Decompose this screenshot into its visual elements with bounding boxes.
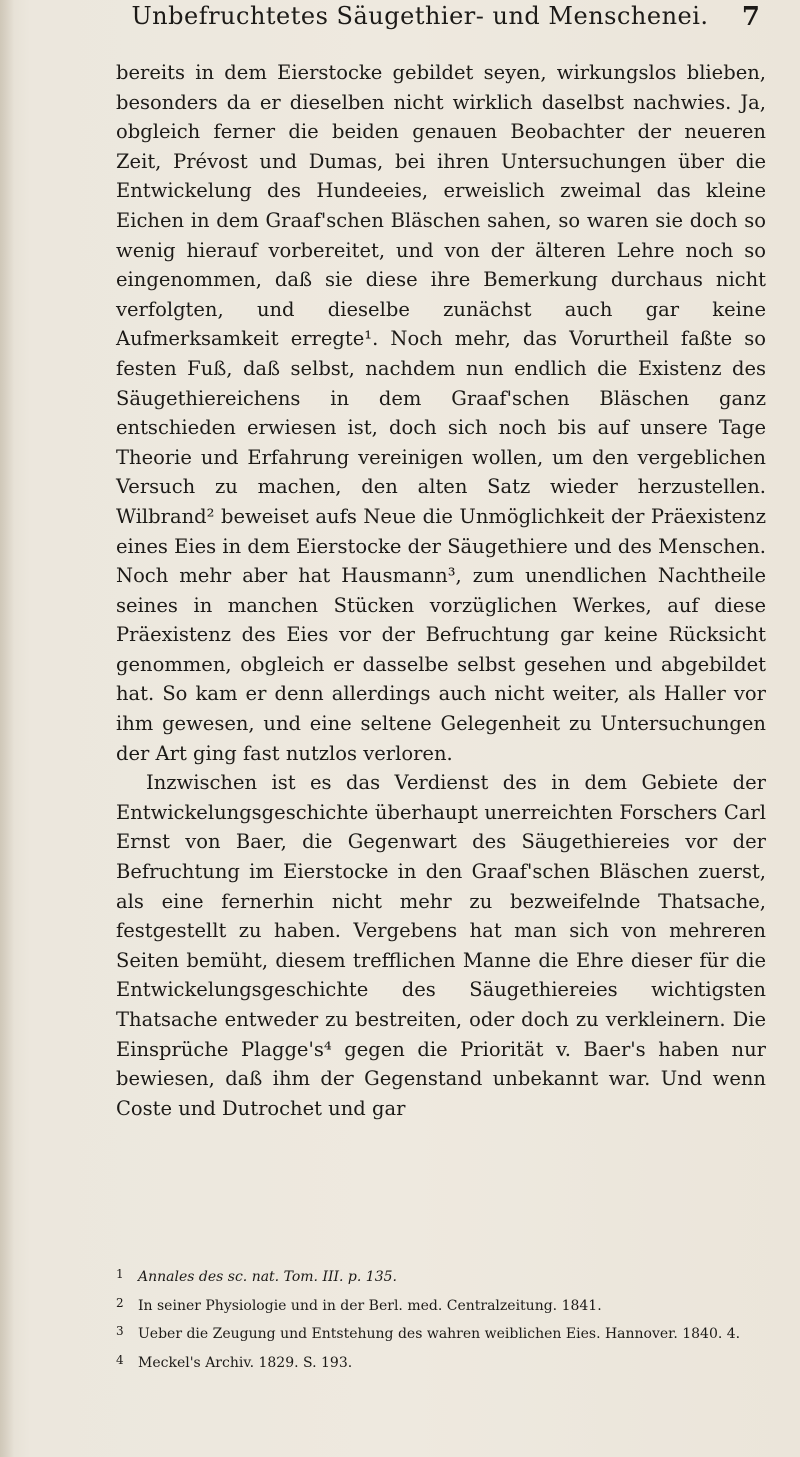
page-number: 7	[741, 2, 760, 32]
footnote-number: 2	[116, 1295, 124, 1310]
footnote	[116, 1319, 766, 1348]
footnote	[116, 1291, 766, 1320]
running-head: Unbefruchtetes Säugethier- und Menschenei.	[131, 2, 709, 30]
footnotes	[116, 1262, 766, 1376]
footnote	[116, 1348, 766, 1377]
footnote-number: 4	[116, 1352, 124, 1367]
footnote-text: Ueber die Zeugung und Entstehung des wahren weiblichen Eies. Hannover. 1840. 4.	[138, 1326, 741, 1342]
footnote-text: Meckel's Archiv. 1829. S. 193.	[138, 1354, 353, 1371]
paragraph: Inzwischen ist es das Verdienst des in dem Gebiete der Entwickelungsgeschichte überhaupt unerreichten Forschers Carl Ernst von Baer, die Gegenwart des Säugethiereies vor der Befruchtung im Eierstocke in den Graaf'schen Bläschen zuerst, als eine fernerhin nicht mehr zu bezweifelnde Thatsache, festgestellt zu haben. Vergebens hat man sich von mehreren Seiten bemüht, diesem trefflichen Manne die Ehre dieser für die Entwickelungsgeschichte des Säugethiereies wichtigsten Thatsache entweder zu bestreiten, oder doch zu verkleinern. Die Einsprüche Plagge's⁴ gegen die Priorität v. Baer's haben nur bewiesen, daß ihm der Gegenstand unbekannt war. Und wenn Coste und Dutrochet und gar	[116, 771, 766, 1120]
footnote-number: 1	[116, 1267, 124, 1281]
footnote-text: Annales des sc. nat. Tom. III. p. 135.	[138, 1269, 397, 1285]
footnote	[116, 1262, 766, 1291]
paragraph: bereits in dem Eierstocke gebildet seyen, wirkungslos blieben, besonders da er dieselben nicht wirklich daselbst nachwies. Ja, obgleich ferner die beiden genauen Beobachter der neueren Zeit, Prévost und Dumas, bei ihren Untersuchungen über die Entwickelung des Hundeeies, erweislich zweimal das kleine Eichen in dem Graaf'schen Bläschen sahen, so waren sie doch so wenig hierauf vorbereitet, und von der älteren Lehre noch so eingenommen, daß sie diese ihre Bemerkung durchaus nicht verfolgten, und dieselbe zunächst auch gar keine Aufmerksamkeit erregte¹. Noch mehr, das Vorurtheil faßte so festen Fuß, daß selbst, nachdem nun endlich die Existenz des Säugethiereichens in dem Graaf'schen Bläschen ganz entschieden erwiesen ist, doch sich noch bis auf unsere Tage Theorie und Erfahrung vereinigen wollen, um den vergeblichen Versuch zu machen, den alten Satz wieder herzustellen. Wilbrand² beweiset aufs Neue die Unmöglichkeit der Präexistenz eines Eies in dem Eierstocke der Säugethiere und des Menschen. Noch mehr aber hat Hausmann³, zum unendlichen Nachtheile seines in manchen Stücken vorzüglichen Werkes, auf diese Präexistenz des Eies vor der Befruchtung gar keine Rücksicht genommen, obgleich er dasselbe selbst gesehen und abgebildet hat. So kam er denn allerdings auch nicht weiter, als Haller vor ihm gewesen, und eine seltene Gelegenheit zu Untersuchungen der Art ging fast nutzlos verloren.	[116, 61, 766, 765]
page-header	[120, 2, 760, 40]
body-text	[116, 58, 766, 1123]
footnote-number: 3	[116, 1324, 124, 1338]
footnote-text: In seiner Physiologie und in der Berl. med. Centralzeitung. 1841.	[138, 1297, 602, 1314]
page-gutter-shadow	[0, 0, 14, 1457]
